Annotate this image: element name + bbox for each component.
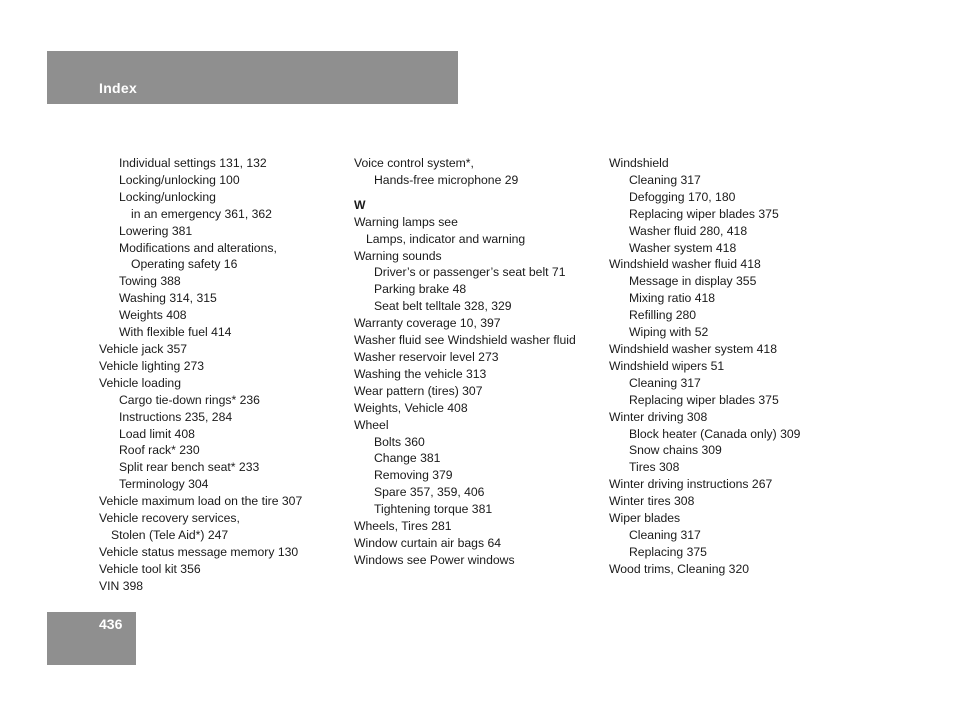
- index-entry: VIN 398: [99, 578, 144, 593]
- index-subentry: Roof rack* 230: [119, 443, 200, 458]
- index-subentry: Change 381: [374, 451, 441, 466]
- index-entry: Winter driving 308: [609, 409, 708, 424]
- index-subentry: Operating safety 16: [131, 257, 238, 272]
- index-entry: Wiper blades: [609, 511, 681, 526]
- index-subentry: Washer fluid 280, 418: [629, 223, 748, 238]
- index-entry: Vehicle tool kit 356: [99, 561, 201, 576]
- index-entry: Warning lamps see: [354, 214, 458, 229]
- index-subentry: Washer system 418: [629, 240, 737, 255]
- index-subentry: Individual settings 131, 132: [119, 156, 267, 170]
- index-subentry: Stolen (Tele Aid*) 247: [111, 527, 229, 542]
- index-entry: Vehicle status message memory 130: [99, 544, 299, 559]
- index-column-3: [609, 155, 854, 578]
- index-entry: Vehicle recovery services,: [99, 511, 240, 526]
- index-entry: Weights, Vehicle 408: [354, 400, 468, 415]
- index-subentry: Replacing 375: [629, 544, 707, 559]
- index-entry: Wheels, Tires 281: [354, 519, 452, 534]
- page-number-tab: [47, 612, 136, 665]
- index-subentry: Locking/unlocking 100: [119, 172, 240, 187]
- index-subentry: Seat belt telltale 328, 329: [374, 299, 512, 314]
- index-subentry: Bolts 360: [374, 434, 425, 449]
- index-subentry: in an emergency 361, 362: [131, 206, 272, 221]
- index-subentry: Removing 379: [374, 468, 453, 483]
- index-subentry: Instructions 235, 284: [119, 409, 233, 424]
- index-subentry: Cleaning 317: [629, 172, 701, 187]
- index-subentry: Wiping with 52: [629, 325, 709, 340]
- index-subentry: Tires 308: [629, 460, 680, 475]
- index-subentry: Lowering 381: [119, 223, 193, 238]
- index-subentry: Locking/unlocking: [119, 189, 216, 204]
- index-entry: Wood trims, Cleaning 320: [609, 561, 750, 576]
- index-subentry: Towing 388: [119, 274, 181, 289]
- section-gap: [354, 189, 599, 197]
- index-subentry: Terminology 304: [119, 477, 209, 492]
- index-entry: Window curtain air bags 64: [354, 535, 501, 550]
- index-entry: Voice control system*,: [354, 156, 474, 170]
- index-subentry: Hands-free microphone 29: [374, 172, 519, 187]
- index-entry: Washer fluid see Windshield washer fluid: [354, 333, 576, 348]
- page-title: Index: [99, 80, 138, 96]
- index-subentry: Block heater (Canada only) 309: [629, 426, 801, 441]
- index-subentry: Cleaning 317: [629, 527, 701, 542]
- index-entry: Vehicle jack 357: [99, 341, 188, 356]
- index-entry: Windshield washer fluid 418: [609, 257, 761, 272]
- index-subentry: Snow chains 309: [629, 443, 722, 458]
- index-entry: Warning sounds: [354, 248, 442, 263]
- index-subentry: Driver’s or passenger’s seat belt 71: [374, 265, 566, 280]
- index-entry: Windshield washer system 418: [609, 341, 777, 356]
- index-entry: Vehicle maximum load on the tire 307: [99, 494, 303, 509]
- index-column-1: [99, 155, 344, 595]
- index-column-2: [354, 155, 599, 569]
- index-entry: Winter tires 308: [609, 494, 695, 509]
- index-subentry: Weights 408: [119, 308, 187, 323]
- index-entry: Wear pattern (tires) 307: [354, 383, 483, 398]
- index-entry: Warranty coverage 10, 397: [354, 316, 501, 331]
- index-entry: Vehicle loading: [99, 375, 181, 390]
- index-subentry: Cargo tie-down rings* 236: [119, 392, 260, 407]
- index-entry: Windows see Power windows: [354, 552, 515, 567]
- index-subentry: Message in display 355: [629, 274, 757, 289]
- section-letter: W: [354, 197, 366, 212]
- index-subentry: Tightening torque 381: [374, 502, 493, 517]
- page-number: 436: [99, 616, 123, 632]
- index-subentry: Split rear bench seat* 233: [119, 460, 260, 475]
- header-bar: [47, 51, 458, 104]
- index-entry: Washing the vehicle 313: [354, 366, 487, 381]
- index-entry: Winter driving instructions 267: [609, 477, 773, 492]
- index-entry: Vehicle lighting 273: [99, 358, 205, 373]
- index-subentry: Load limit 408: [119, 426, 195, 441]
- index-entry: Windshield wipers 51: [609, 358, 725, 373]
- index-subentry: Replacing wiper blades 375: [629, 206, 779, 221]
- index-subentry: Cleaning 317: [629, 375, 701, 390]
- index-entry: Windshield: [609, 156, 669, 170]
- index-subentry: Washing 314, 315: [119, 291, 217, 306]
- index-subentry: Defogging 170, 180: [629, 189, 736, 204]
- index-subentry: Parking brake 48: [374, 282, 467, 297]
- index-subentry: Modifications and alterations,: [119, 240, 277, 255]
- index-subentry: Mixing ratio 418: [629, 291, 716, 306]
- index-subentry: Refilling 280: [629, 308, 697, 323]
- index-subentry: With flexible fuel 414: [119, 325, 232, 340]
- index-subentry: Replacing wiper blades 375: [629, 392, 779, 407]
- index-entry: Washer reservoir level 273: [354, 349, 499, 364]
- index-subentry: Lamps, indicator and warning: [366, 231, 526, 246]
- index-entry: Wheel: [354, 417, 389, 432]
- index-subentry: Spare 357, 359, 406: [374, 485, 485, 500]
